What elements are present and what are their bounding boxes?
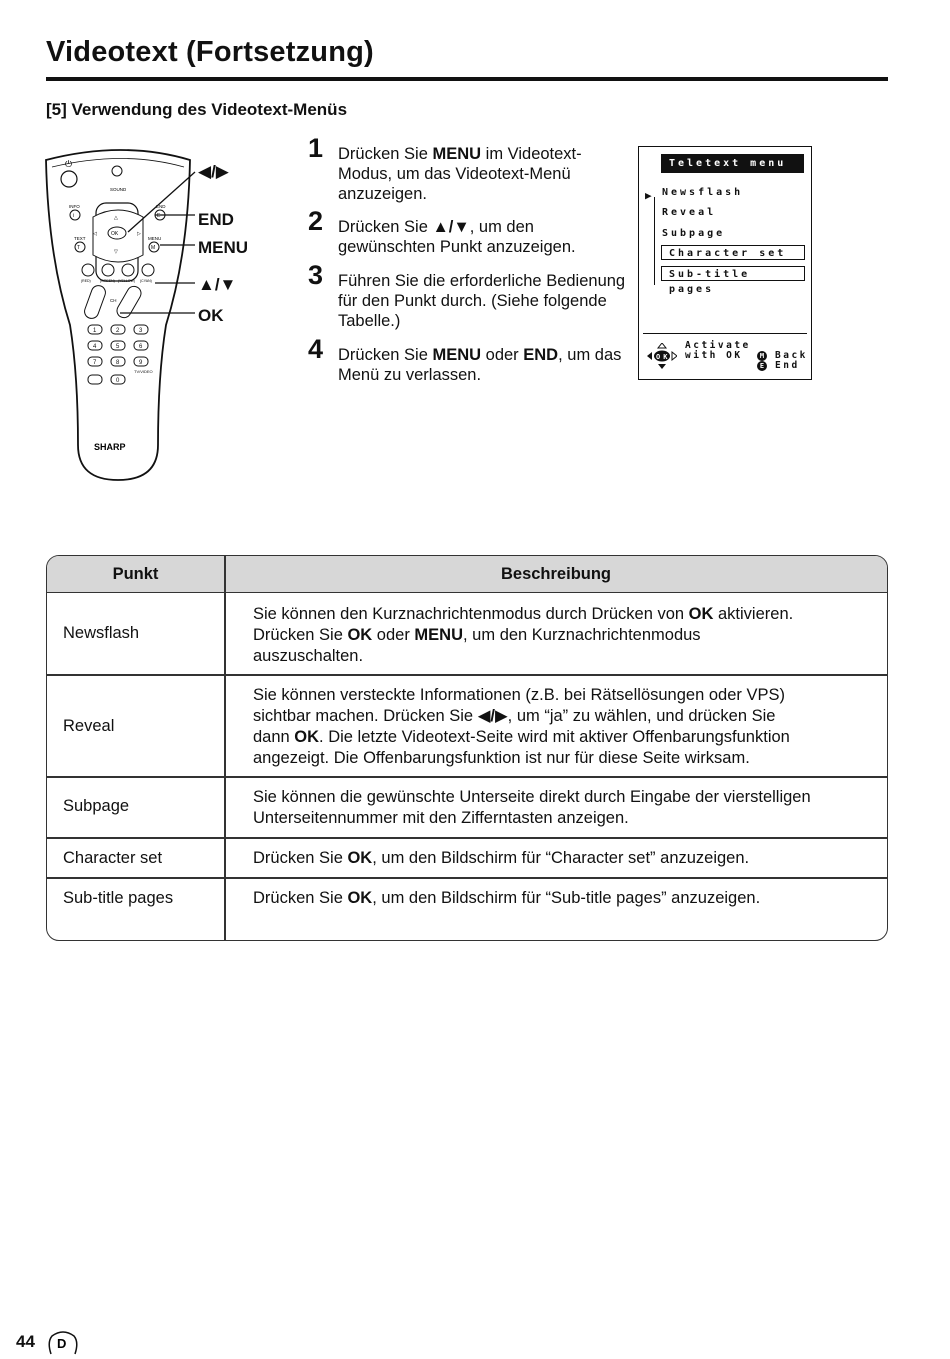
- callout-end: END: [198, 210, 234, 229]
- function-table: [46, 555, 888, 941]
- svg-text:M: M: [151, 245, 156, 251]
- header-beschreibung: Beschreibung: [500, 565, 612, 583]
- svg-text:2: 2: [116, 328, 120, 334]
- svg-text:T: T: [77, 245, 81, 251]
- callout-ok: OK: [198, 306, 224, 325]
- m-key-icon: M: [757, 351, 767, 361]
- page-number: 44: [16, 1332, 35, 1351]
- svg-text:6: 6: [139, 344, 143, 350]
- table-cell-punkt: Character set: [63, 849, 163, 867]
- section-heading: [5] Verwendung des Videotext-Menüs: [46, 100, 348, 119]
- table-cell-description: Sie können versteckte Informationen (z.B. bei Rätsellösungen oder VPS) sichtbar machen. Drücken Sie ◀/▶, um “ja” zu wählen, und drücken Sie dann OK. Die letzte Videotext-Seite wird mit aktiver Offenbarungsfunktion angezeigt. Die Offenbarungsfunktion ist nur für diese Seite wirksam.: [253, 686, 790, 767]
- row-divider: [47, 674, 887, 676]
- svg-text:i: i: [73, 213, 75, 219]
- page-title: Videotext (Fortsetzung): [46, 36, 374, 68]
- callout-up-down: ▲/▼: [198, 275, 237, 294]
- menu-vertical-rule: [654, 197, 655, 285]
- svg-text:E: E: [157, 213, 161, 219]
- menu-end-text: End: [775, 360, 800, 371]
- svg-text:7: 7: [93, 360, 97, 366]
- svg-text:0: 0: [116, 378, 120, 384]
- table-header: [47, 556, 887, 593]
- svg-text:5: 5: [116, 344, 120, 350]
- remote-label-sound: SOUND: [110, 187, 127, 192]
- menu-activate-text: Activate with OK: [685, 340, 751, 361]
- table-cell-description: Drücken Sie OK, um den Bildschirm für “Character set” anzuzeigen.: [253, 849, 750, 867]
- callout-left-right: ◀/▶: [198, 162, 229, 181]
- menu-item-reveal: Reveal: [662, 207, 717, 218]
- svg-text:D: D: [57, 1336, 67, 1351]
- teletext-menu-screen: [638, 146, 812, 380]
- svg-text:OK: OK: [656, 353, 671, 361]
- svg-text:9: 9: [139, 360, 143, 366]
- svg-text:1: 1: [93, 328, 97, 334]
- column-divider: [224, 556, 226, 940]
- table-cell-description: Sie können den Kurznachrichtenmodus durch Drücken von OK aktivieren. Drücken Sie OK oder MENU, um den Kurznachrichtenmodus auszuschalten.: [253, 605, 794, 665]
- svg-text:▷: ▷: [137, 231, 141, 237]
- svg-text:MENU: MENU: [148, 236, 162, 241]
- menu-cursor-icon: ▶: [645, 189, 652, 202]
- svg-text:(RED): (RED): [81, 279, 91, 283]
- svg-text:4: 4: [93, 344, 97, 350]
- menu-item-subpage: Subpage: [662, 228, 726, 239]
- menu-item-subtitle-pages: Sub-title pages: [661, 266, 805, 281]
- row-divider: [47, 776, 887, 778]
- menu-item-character-set: Character set: [661, 245, 805, 260]
- svg-text:(GREEN): (GREEN): [100, 279, 115, 283]
- ok-navigation-icon: [647, 343, 677, 369]
- svg-text:8: 8: [116, 360, 120, 366]
- svg-text:END: END: [156, 204, 166, 209]
- svg-text:TV/VIDEO: TV/VIDEO: [134, 369, 153, 374]
- header-punkt: Punkt: [112, 565, 159, 583]
- teletext-menu-title: Teletext menu: [661, 154, 804, 173]
- language-badge-icon: [46, 1330, 80, 1356]
- svg-text:3: 3: [139, 328, 143, 334]
- e-key-icon: E: [757, 361, 767, 371]
- svg-text:CH: CH: [110, 298, 117, 303]
- table-cell-punkt: Sub-title pages: [63, 889, 174, 907]
- row-divider: [47, 837, 887, 839]
- table-cell-punkt: Reveal: [63, 717, 115, 735]
- svg-text:△: △: [114, 215, 118, 221]
- svg-text:(YELLOW): (YELLOW): [118, 279, 135, 283]
- svg-text:◁: ◁: [93, 231, 97, 237]
- svg-text:OK: OK: [111, 231, 119, 237]
- svg-text:▽: ▽: [114, 249, 118, 255]
- menu-item-newsflash: Newsflash: [662, 187, 744, 198]
- table-cell-punkt: Newsflash: [63, 624, 140, 642]
- row-divider: [47, 877, 887, 879]
- svg-text:TEXT: TEXT: [74, 236, 86, 241]
- menu-footer-rule: [643, 333, 807, 334]
- remote-brand: SHARP: [94, 442, 126, 452]
- menu-back-text: Back: [775, 350, 808, 361]
- table-cell-description: Drücken Sie OK, um den Bildschirm für “Sub-title pages” anzuzeigen.: [253, 889, 761, 907]
- table-cell-punkt: Subpage: [63, 797, 130, 815]
- svg-text:⏻: ⏻: [65, 159, 73, 169]
- table-cell-description: Sie können die gewünschte Unterseite direkt durch Eingabe der vierstelligen Unterseitennummer mit den Zifferntasten anzeigen.: [253, 788, 811, 827]
- callout-menu: MENU: [198, 238, 249, 257]
- svg-text:INFO: INFO: [69, 204, 80, 209]
- svg-text:(CYAN): (CYAN): [140, 279, 152, 283]
